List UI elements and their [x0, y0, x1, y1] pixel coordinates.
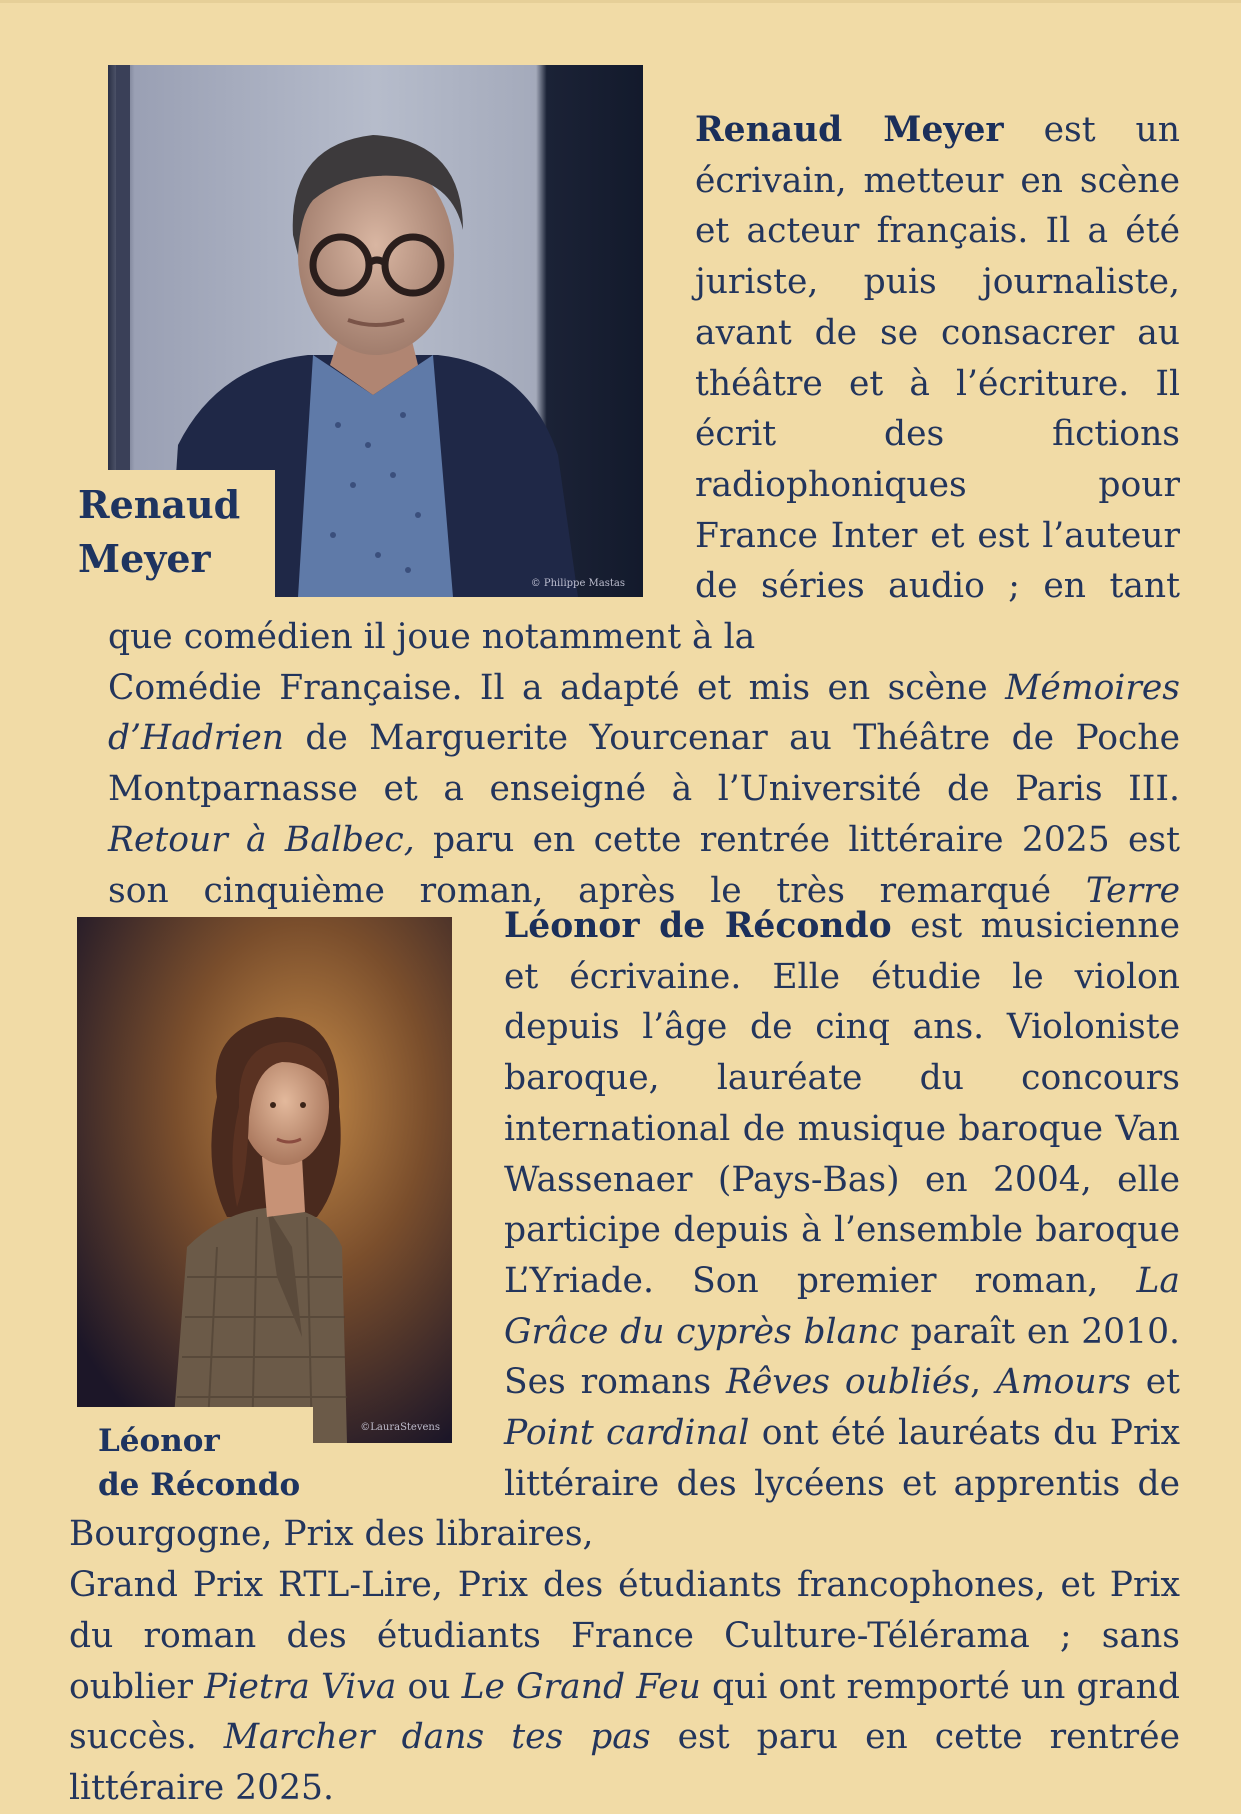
- book-title: Le Grand Feu: [461, 1666, 701, 1707]
- bio-text: ont été lauréats du Prix littéraire des lycéens et apprentis de Bourgogne, Prix des libraires,: [69, 1413, 1180, 1555]
- bio-text: ,: [970, 1362, 997, 1403]
- book-title: Amours: [996, 1362, 1131, 1403]
- caption-line: Léonor: [98, 1423, 220, 1459]
- photo-float-spacer: [69, 901, 504, 1509]
- bio-text: paraît en 2010. Ses romans: [504, 1311, 1180, 1403]
- photo-credit: © Philippe Mastas: [530, 578, 625, 589]
- bio-text: est paru en cette rentrée littéraire 2025.: [69, 1717, 1180, 1808]
- bio-text: est un écrivain, metteur en scène et acteur français. Il a été juriste, puis journaliste, avant de se consacrer au théâtre et à l’écriture. Il écrit des fictions radiophoniques pour France Inter et est l’auteur de séries audio ; en tant que comédien il joue notamment à la: [108, 110, 1180, 658]
- book-title: Point cardinal: [504, 1413, 750, 1454]
- photo-float-spacer: [108, 105, 695, 593]
- bio-text: et: [1130, 1362, 1181, 1403]
- bio-text: est musicienne et écrivaine. Elle étudie le violon depuis l’âge de cinq ans. Violoniste baroque, lauréate du concours international de musique baroque Van Wassenaer (Pays-Bas) en 2004, elle participe depuis à l’ensemble baroque L’Yriade. Son premier roman,: [504, 906, 1180, 1301]
- bio-text: qui ont remporté un grand succès.: [69, 1666, 1180, 1758]
- book-title: Rêves oubliés: [726, 1362, 971, 1403]
- caption-line: Meyer: [78, 536, 211, 581]
- book-title: Mémoires d’Hadrien: [108, 667, 1180, 759]
- bio-text: paru en cette rentrée littéraire 2025 est son cinquième roman, après le très remarqué: [108, 819, 1180, 911]
- author-name: Renaud Meyer: [695, 110, 1004, 150]
- caption-line: Renaud: [78, 482, 241, 527]
- photo-credit: ©LauraStevens: [360, 1422, 440, 1433]
- book-title: Retour à Balbec,: [108, 819, 415, 860]
- book-title: Marcher dans tes pas: [223, 1717, 651, 1758]
- bio-renaud-meyer: [108, 105, 1180, 967]
- bio-text: de Marguerite Yourcenar au Théâtre de Poche Montparnasse et a enseigné à l’Université de Paris III.: [108, 718, 1180, 810]
- bio-leonor-de-recondo: [69, 901, 1180, 1814]
- bio-text: Grand Prix RTL-Lire, Prix des étudiants francophones, et Prix du roman des étudiants France Culture-Télérama ; sans oublier: [69, 1565, 1180, 1707]
- bio-text: ou: [396, 1666, 462, 1707]
- bio-text: Comédie Française. Il a adapté et mis en scène: [108, 667, 1006, 708]
- book-title: Pietra Viva: [204, 1666, 397, 1707]
- book-title: Terre: [1085, 870, 1180, 911]
- book-title: La Grâce du cyprès blanc: [504, 1260, 1180, 1352]
- caption-line: de Récondo: [98, 1467, 301, 1503]
- author-name: Léonor de Récondo: [504, 906, 892, 946]
- page-top-border: [0, 0, 1241, 3]
